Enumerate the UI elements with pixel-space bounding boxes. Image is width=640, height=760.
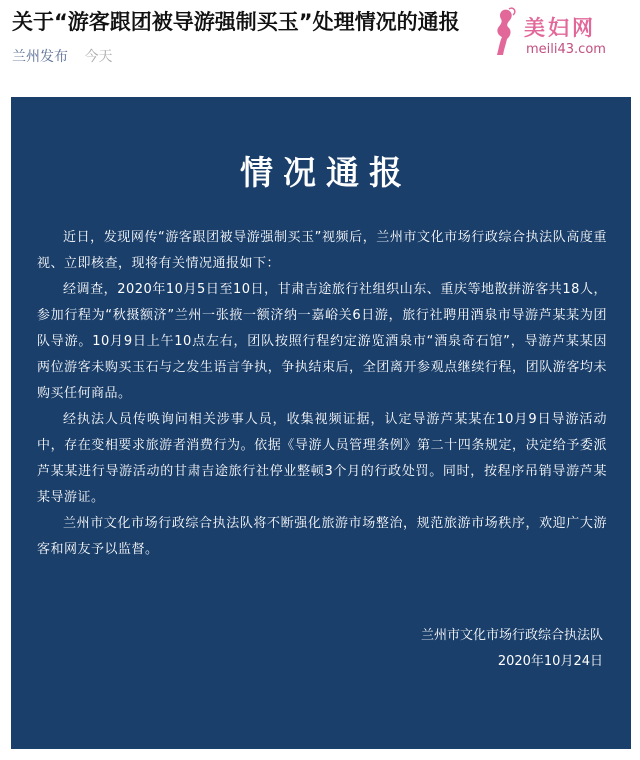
watermark-title: 美妇网 <box>524 16 596 40</box>
article-title: 关于“游客跟团被导游强制买玉”处理情况的通报 <box>12 10 460 34</box>
site-watermark <box>488 6 618 66</box>
source-link[interactable]: 兰州发布 <box>12 49 68 65</box>
notice-paragraph: 兰州市文化市场行政综合执法队将不断强化旅游市场整治，规范旅游市场秩序，欢迎广大游客和网友予以监督。 <box>37 516 607 557</box>
article-meta <box>12 48 442 66</box>
notice-paragraph: 经调查，2020年10月5日至10日，甘肃吉途旅行社组织山东、重庆等地散拼游客共18人，参加行程为“秋摄额济”兰州一张掖一额济纳一嘉峪关6日游，旅行社聘用酒泉市导游芦某某为团队导游。10月9日上午10点左右，团队按照行程约定游览酒泉市“酒泉奇石馆”，导游芦某某因两位游客未购买玉石与之发生语言争执，争执结束后，全团离开参观点继续行程，团队游客均未购买任何商品。 <box>37 282 607 401</box>
notice-body <box>37 225 607 563</box>
watermark-url: meili43.com <box>526 42 606 57</box>
notice-date: 2020年10月24日 <box>497 654 603 669</box>
woman-silhouette-icon <box>490 6 518 58</box>
notice-signature-block <box>421 623 603 675</box>
notice-signature: 兰州市文化市场行政综合执法队 <box>420 628 603 643</box>
notice-title: 情况通报 <box>240 153 412 192</box>
notice-paragraph: 经执法人员传唤询问相关涉事人员，收集视频证据，认定导游芦某某在10月9日导游活动中，存在变相要求旅游者消费行为。依据《导游人员管理条例》第二十四条规定，决定给予委派芦某某进行导游活动的甘肃吉途旅行社停业整顿3个月的行政处罚。同时，按程序吊销导游芦某某导游证。 <box>37 412 607 505</box>
notice-image <box>11 97 631 749</box>
notice-paragraph: 近日，发现网传“游客跟团被导游强制买玉”视频后，兰州市文化市场行政综合执法队高度重视、立即核查，现将有关情况通报如下： <box>37 230 607 271</box>
publish-time: 今天 <box>84 49 113 65</box>
article-header <box>12 6 460 66</box>
